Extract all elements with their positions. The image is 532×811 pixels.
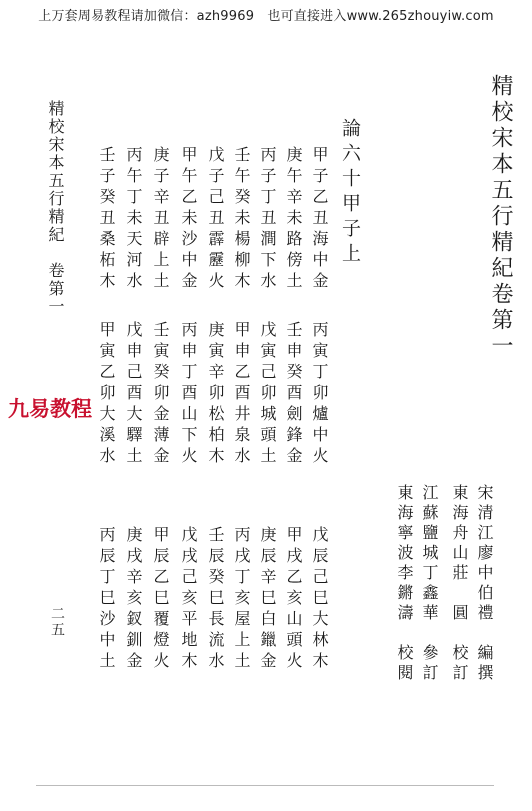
text-column: 壬午癸未楊柳木	[232, 146, 251, 293]
text-column: 丙子丁丑澗下水	[258, 146, 277, 293]
book-title: 精校宋本五行精紀卷第一	[488, 74, 513, 360]
text-column: 戊寅己卯城頭土	[258, 321, 277, 468]
text-column: 丙辰丁巳沙中土	[97, 526, 116, 673]
text-column: 壬辰癸巳長流水	[206, 526, 225, 673]
text-column: 丙午丁未天河水	[124, 146, 143, 293]
text-column: 甲申乙酉井泉水	[232, 321, 251, 468]
text-column: 甲辰乙巳覆燈火	[151, 526, 170, 673]
text-column: 甲戌乙亥山頭火	[284, 526, 303, 673]
text-column: 庚辰辛巳白鑞金	[258, 526, 277, 673]
header-banner: 上万套周易教程请加微信：azh9969 也可直接进入www.265zhouyiw.com	[38, 9, 494, 24]
text-column: 庚子辛丑辟上土	[151, 146, 170, 293]
bottom-rule	[36, 785, 494, 786]
text-column: 庚戌辛亥釵釧金	[124, 526, 143, 673]
text-column: 戊戌己亥平地木	[179, 526, 198, 673]
running-title: 精校宋本五行精紀 卷第一	[46, 100, 65, 316]
text-column: 甲寅乙卯大溪水	[97, 321, 116, 468]
text-column: 壬申癸酉劍鋒金	[284, 321, 303, 468]
page-number: 二五	[49, 606, 65, 638]
text-column: 壬寅癸卯金薄金	[151, 321, 170, 468]
text-column: 戊子己丑霹靂火	[206, 146, 225, 293]
credit-line-2: 東海舟山莊 圓 校訂	[450, 484, 469, 684]
credit-line-1: 宋清江廖中伯禮 編撰	[475, 484, 494, 684]
text-column: 庚寅辛卯松柏木	[206, 321, 225, 468]
credit-line-3: 江蘇鹽城丁鑫華 參訂	[420, 484, 439, 684]
text-column: 甲子乙丑海中金	[310, 146, 329, 293]
text-column: 戊申己酉大驛土	[124, 321, 143, 468]
text-column: 壬子癸丑桑柘木	[97, 146, 116, 293]
section-title: 論六十甲子上	[339, 118, 361, 268]
text-column: 丙戌丁亥屋上土	[232, 526, 251, 673]
text-column: 庚午辛未路傍土	[284, 146, 303, 293]
text-column: 丙寅丁卯爐中火	[310, 321, 329, 468]
credit-line-4: 東海寧波李鏘濤 校閱	[395, 484, 414, 684]
text-column: 戊辰己巳大林木	[310, 526, 329, 673]
watermark-logo: 九易教程	[8, 397, 92, 421]
text-column: 丙申丁酉山下火	[179, 321, 198, 468]
text-column: 甲午乙未沙中金	[179, 146, 198, 293]
